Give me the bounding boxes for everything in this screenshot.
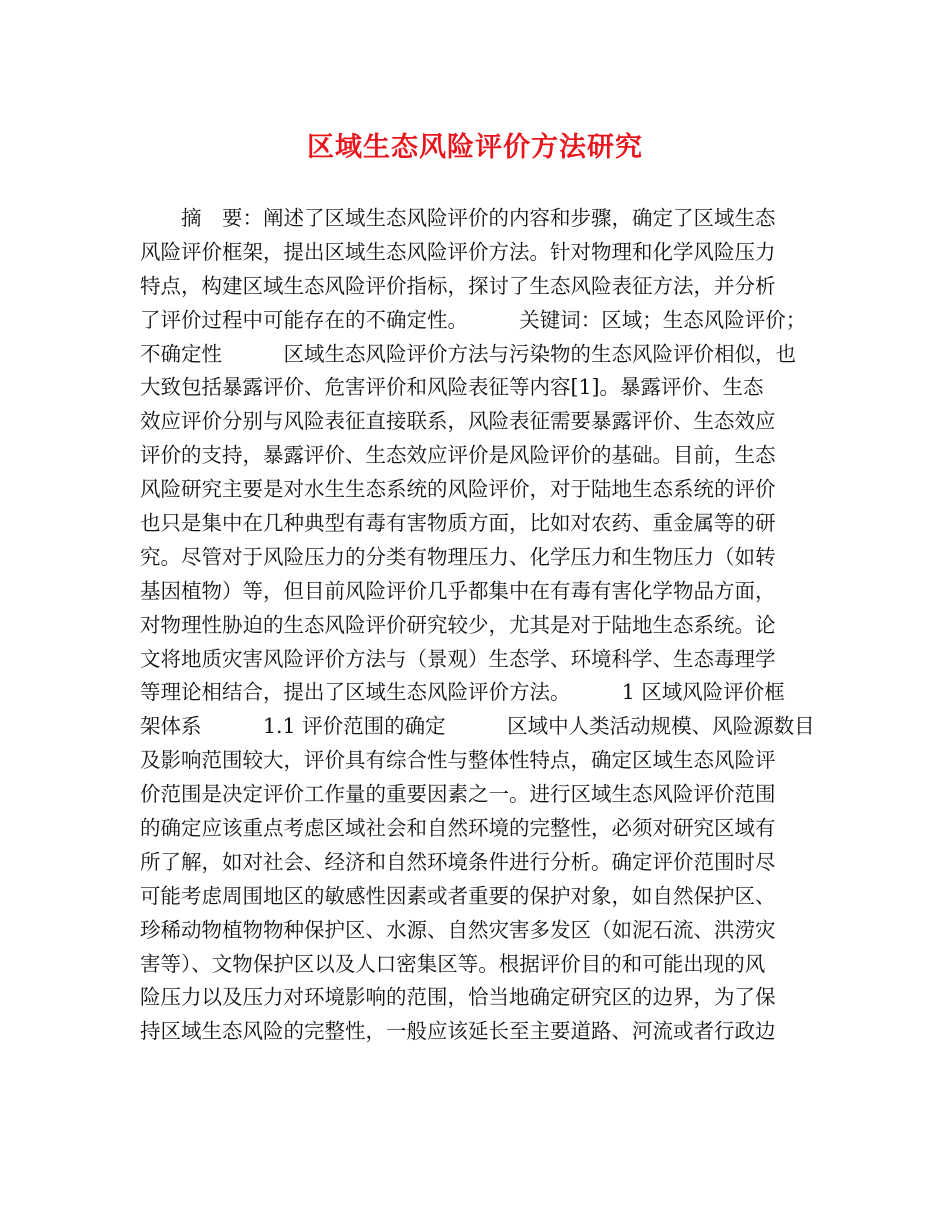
body-line: 摘 要：阐述了区域生态风险评价的内容和步骤，确定了区域生态: [140, 206, 776, 230]
body-line: 不确定性 区域生态风险评价方法与污染物的生态风险评价相似，也: [140, 341, 796, 366]
body-line: 文将地质灾害风险评价方法与（景观）生态学、环境科学、生态毒理学: [140, 646, 776, 671]
body-line: 所了解，如对社会、经济和自然环境条件进行分析。确定评价范围时尽: [140, 849, 776, 874]
body-line: 特点，构建区域生态风险评价指标，探讨了生态风险表征方法，并分析: [140, 273, 776, 298]
body-line: 的确定应该重点考虑区域社会和自然环境的完整性，必须对研究区域有: [140, 816, 776, 841]
body-line: 险压力以及压力对环境影响的范围，恰当地确定研究区的边界，为了保: [140, 985, 776, 1010]
body-line: 及影响范围较大，评价具有综合性与整体性特点，确定区域生态风险评: [140, 748, 776, 773]
body-line: 大致包括暴露评价、危害评价和风险表征等内容[1]。暴露评价、生态: [140, 375, 764, 400]
body-line: 风险评价框架，提出区域生态风险评价方法。针对物理和化学风险压力: [140, 239, 776, 264]
body-line: 持区域生态风险的完整性，一般应该延长至主要道路、河流或者行政边: [140, 1019, 776, 1044]
body-line: 了评价过程中可能存在的不确定性。 关键词：区域；生态风险评价；: [140, 307, 807, 332]
body-line: 评价的支持，暴露评价、生态效应评价是风险评价的基础。目前，生态: [140, 443, 776, 468]
body-line: 价范围是决定评价工作量的重要因素之一。进行区域生态风险评价范围: [140, 782, 776, 807]
body-line: 珍稀动物植物物种保护区、水源、自然灾害多发区（如泥石流、洪涝灾: [140, 917, 776, 942]
body-line: 基因植物）等，但目前风险评价几乎都集中在有毒有害化学物品方面，: [140, 578, 776, 603]
body-line: 也只是集中在几种典型有毒有害物质方面，比如对农药、重金属等的研: [140, 511, 776, 536]
body-line: 风险研究主要是对水生生态系统的风险评价，对于陆地生态系统的评价: [140, 477, 776, 502]
body-line: 架体系 1.1 评价范围的确定 区域中人类活动规模、风险源数目: [140, 714, 815, 739]
body-line: 究。尽管对于风险压力的分类有物理压力、化学压力和生物压力（如转: [140, 544, 776, 569]
body-line: 害等）、文物保护区以及人口密集区等。根据评价目的和可能出现的风: [140, 951, 766, 976]
body-line: 对物理性胁迫的生态风险评价研究较少，尤其是对于陆地生态系统。论: [140, 612, 776, 637]
document-title: 区域生态风险评价方法研究: [307, 132, 643, 163]
document-body: [140, 202, 816, 1049]
body-line: 等理论相结合，提出了区域生态风险评价方法。 1 区域风险评价框: [140, 680, 785, 705]
body-line: 可能考虑周围地区的敏感性因素或者重要的保护对象，如自然保护区、: [140, 883, 776, 908]
body-line: 效应评价分别与风险表征直接联系，风险表征需要暴露评价、生态效应: [140, 409, 776, 434]
